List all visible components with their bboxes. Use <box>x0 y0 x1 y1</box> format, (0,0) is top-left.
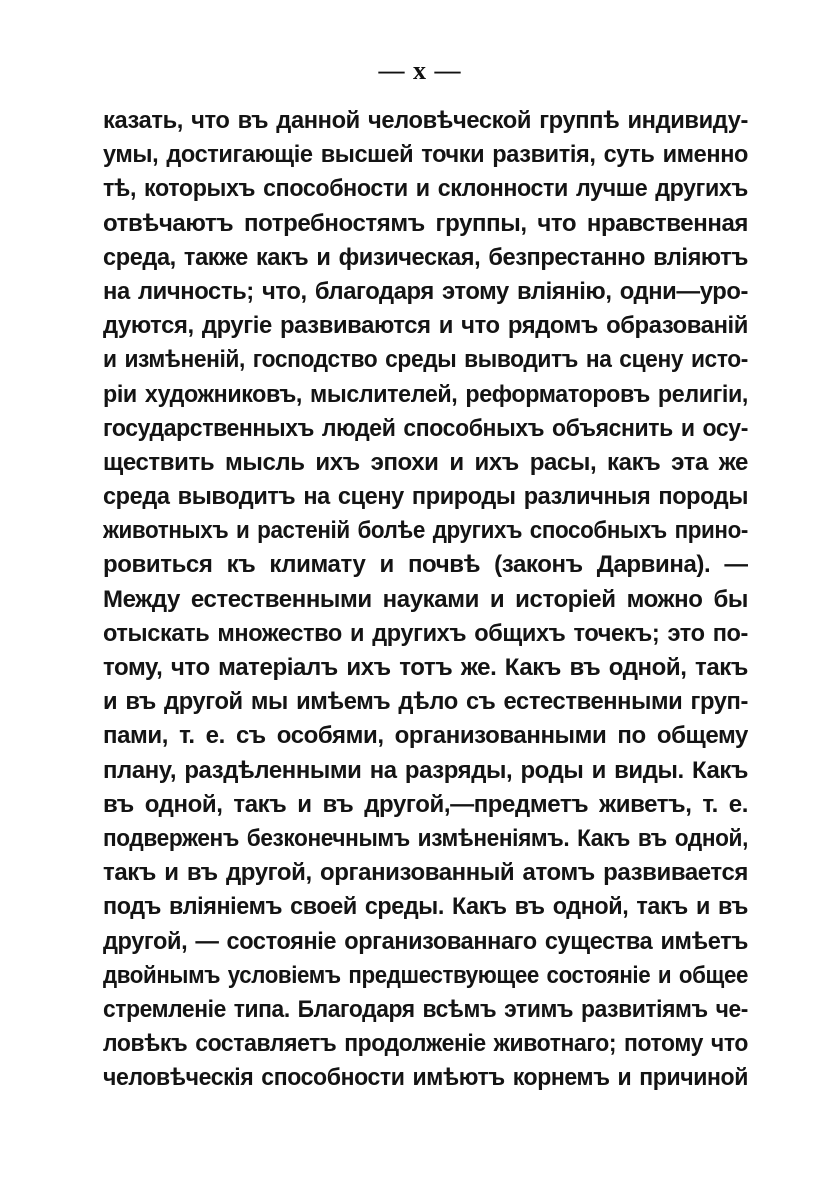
text-line: стремленіе типа. Благодаря всѣмъ этимъ развитіямъ че- <box>103 995 748 1023</box>
text-line: отыскать множество и другихъ общихъ точекъ; это по- <box>103 619 748 647</box>
text-line: на личность; что, благодаря этому вліянію, одни—уро- <box>103 277 748 305</box>
text-line: ловѣкъ составляетъ продолженіе животнаго; потому что <box>103 1030 748 1058</box>
text-line: человѣческія способности имѣютъ корнемъ и причиной <box>103 1064 748 1092</box>
text-line: ществить мысль ихъ эпохи и ихъ расы, какъ эта же <box>103 448 748 476</box>
text-line: плану, раздѣленными на разряды, роды и виды. Какъ <box>103 756 748 784</box>
text-line: ровиться къ климату и почвѣ (законъ Дарвина). — <box>103 551 748 579</box>
text-line: животныхъ и растеній болѣе другихъ способныхъ прино- <box>103 517 748 545</box>
text-line: въ одной, такъ и въ другой,—предметъ живетъ, т. е. <box>103 790 748 818</box>
text-line: среда выводитъ на сцену природы различныя породы <box>103 483 748 511</box>
text-line: подъ вліяніемъ своей среды. Какъ въ одной, такъ и въ <box>103 893 748 921</box>
text-line: пами, т. е. съ особями, организованными по общему <box>103 722 748 750</box>
body-text <box>103 104 748 1095</box>
text-line: дуются, другіе развиваются и что рядомъ образованій <box>103 312 748 340</box>
text-line: и измѣненій, господство среды выводитъ на сцену исто- <box>103 346 748 374</box>
text-line: двойнымъ условіемъ предшествующее состояніе и общее <box>103 961 748 989</box>
text-line: государственныхъ людей способныхъ объяснить и осу- <box>103 414 748 442</box>
text-line: тому, что матеріалъ ихъ тотъ же. Какъ въ одной, такъ <box>103 654 748 681</box>
text-line: Между естественными науками и исторіей можно бы <box>103 585 748 613</box>
page-number: — x — <box>378 56 462 85</box>
text-line: казать, что въ данной человѣческой группѣ индивиду- <box>103 107 748 134</box>
text-line: умы, достигающіе высшей точки развитія, суть именно <box>103 141 748 169</box>
text-line: среда, также какъ и физическая, безпрестанно вліяютъ <box>103 243 748 271</box>
text-line: и въ другой мы имѣемъ дѣло съ естественными груп- <box>103 688 748 716</box>
text-line: такъ и въ другой, организованный атомъ развивается <box>103 859 748 887</box>
text-line: ріи художниковъ, мыслителей, реформаторовъ религіи, <box>103 380 748 408</box>
text-line: тѣ, которыхъ способности и склонности лучше другихъ <box>103 175 748 203</box>
text-line: подверженъ безконечнымъ измѣненіямъ. Какъ въ одной, <box>103 824 748 852</box>
text-line: другой, — состояніе организованнаго существа имѣетъ <box>103 927 748 955</box>
text-line: отвѣчаютъ потребностямъ группы, что нравственная <box>103 209 748 237</box>
